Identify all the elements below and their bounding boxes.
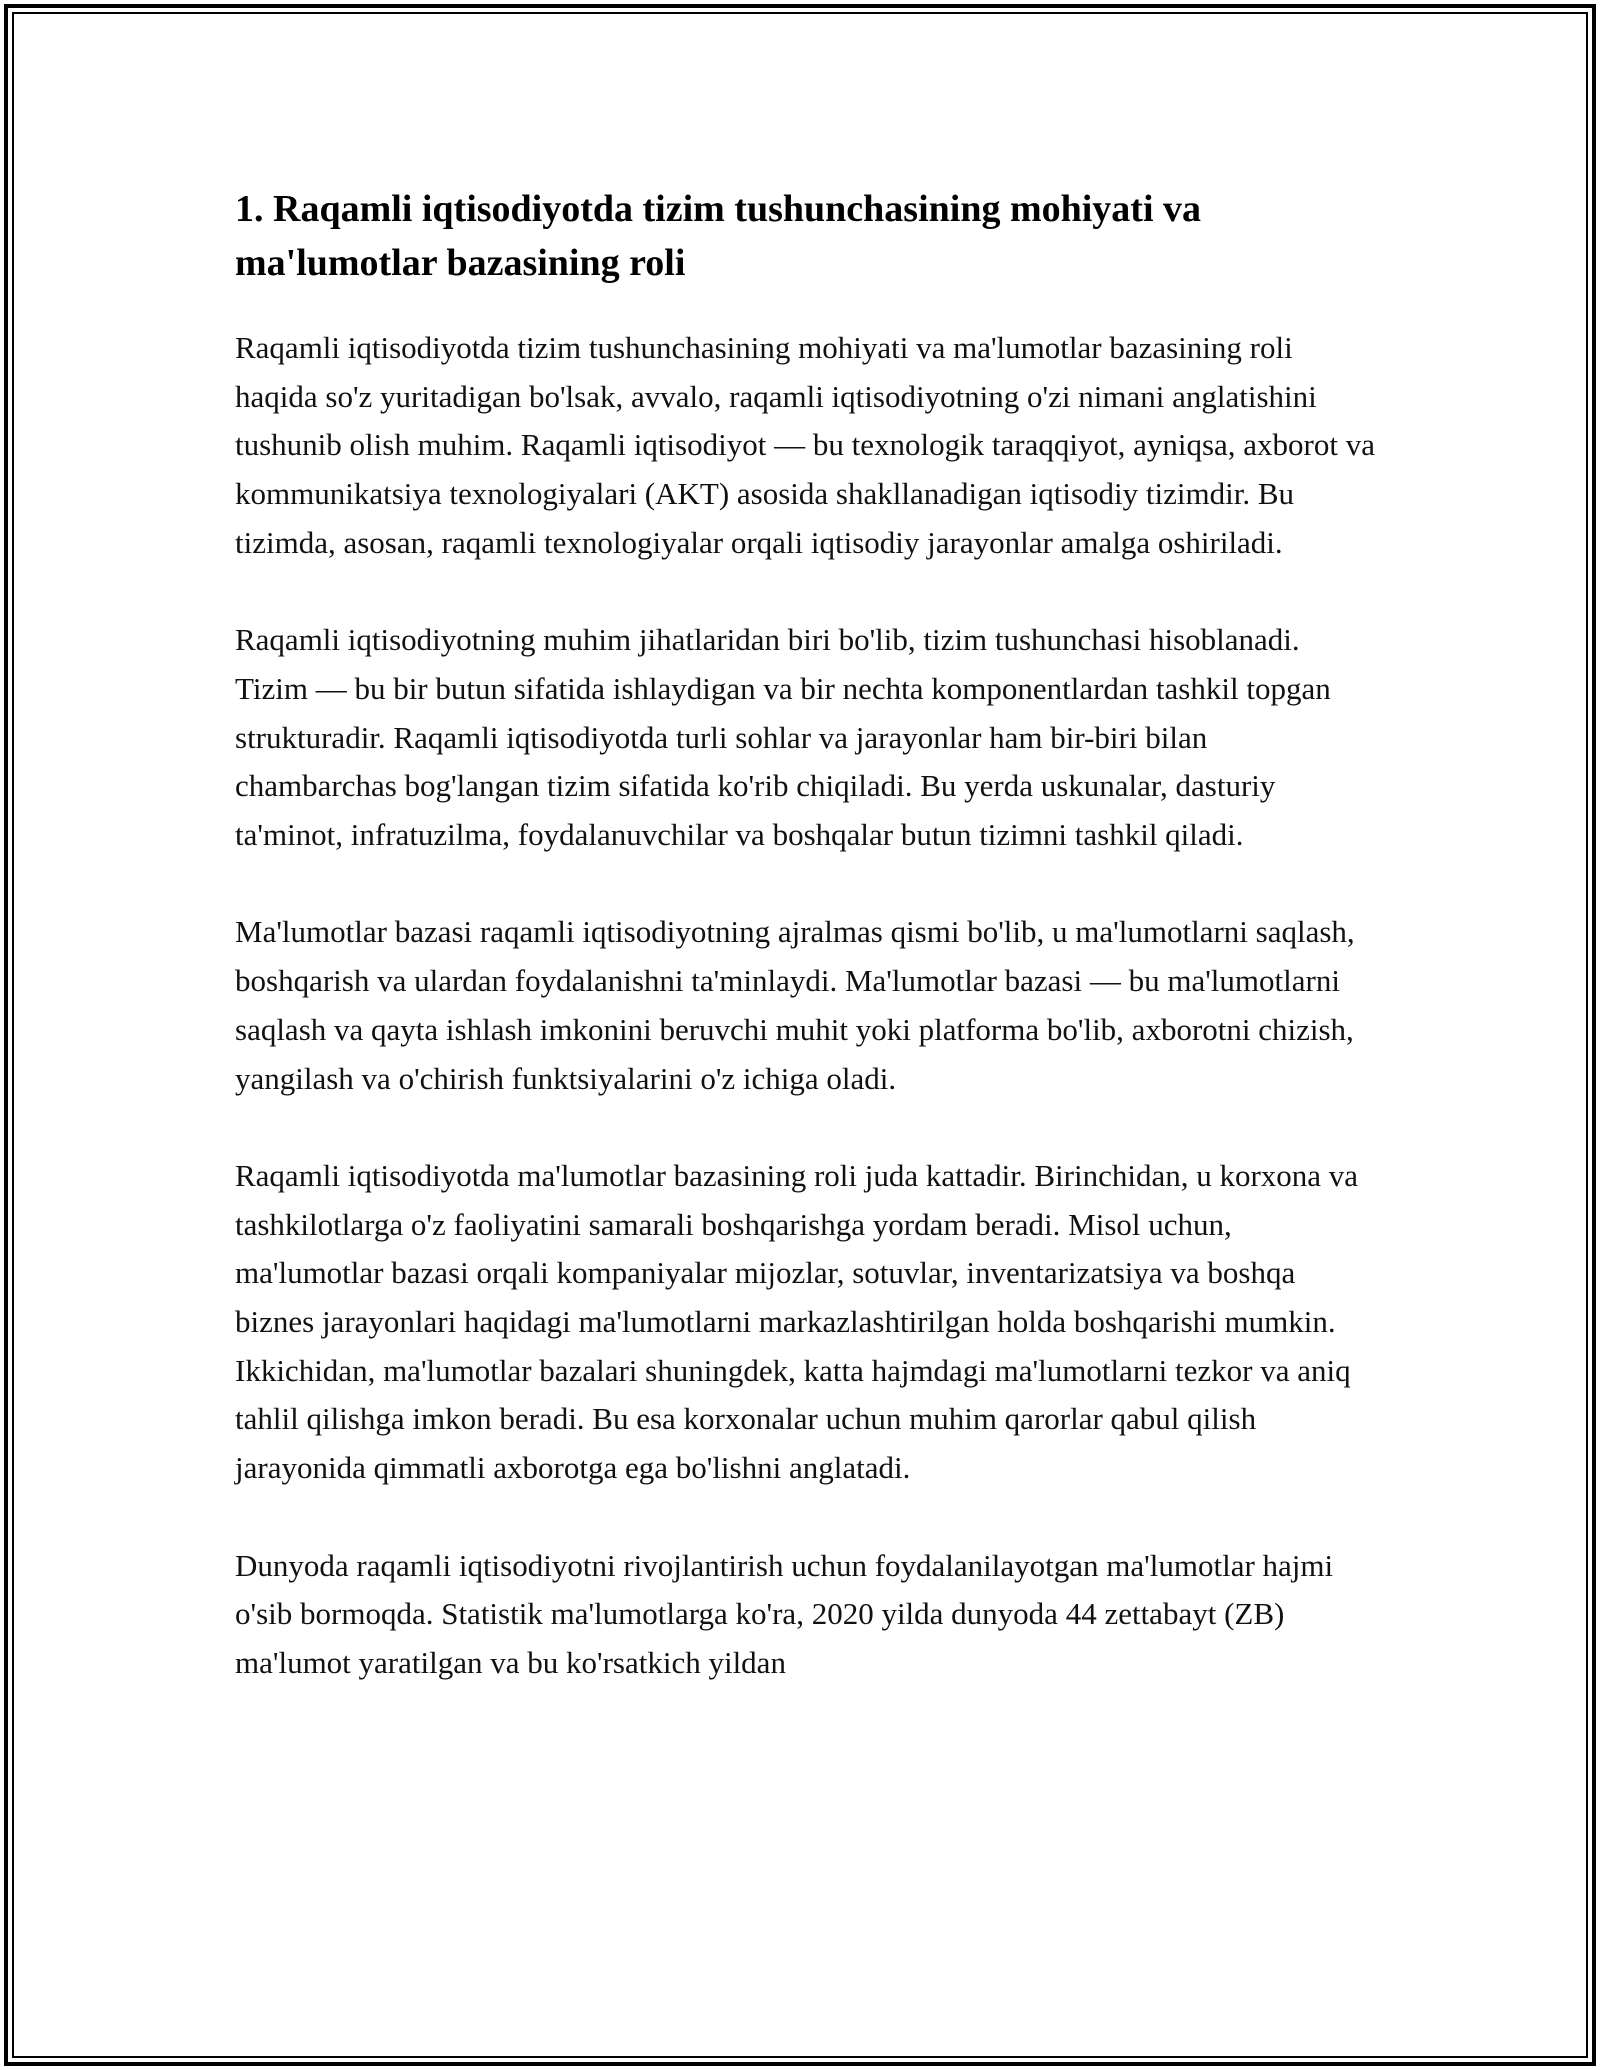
paragraph-2: Raqamli iqtisodiyotning muhim jihatlaridan biri bo'lib, tizim tushunchasi hisoblanadi. Tizim — bu bir butun sifatida ishlaydigan va bir nechta komponentlardan tashkil topgan strukturadir. Raqamli iqtisodiyotda turli sohlar va jarayonlar ham bir-biri bilan chambarchas bog'langan tizim sifatida ko'rib chiqiladi. Bu yerda uskunalar, dasturiy ta'minot, infratuzilma, foydalanuvchilar va boshqalar butun tizimni tashkil qiladi. — [235, 622, 1331, 853]
section-heading: 1. Raqamli iqtisodiyotda tizim tushunchasining mohiyati va ma'lumotlar bazasining roli — [235, 188, 1202, 284]
document-body — [235, 182, 1375, 1736]
paragraph-4: Raqamli iqtisodiyotda ma'lumotlar bazasining roli juda kattadir. Birinchidan, u korxona va tashkilotlarga o'z faoliyatini samarali boshqarishga yordam beradi. Misol uchun, ma'lumotlar bazasi orqali kompaniyalar mijozlar, sotuvlar, inventarizatsiya va boshqa biznes jarayonlari haqidagi ma'lumotlarni markazlashtirilgan holda boshqarishi mumkin. Ikkichidan, ma'lumotlar bazalari shuningdek, katta hajmdagi ma'lumotlarni tezkor va aniq tahlil qilishga imkon beradi. Bu esa korxonalar uchun muhim qarorlar qabul qilish jarayonida qimmatli axborotga ega bo'lishni anglatadi. — [235, 1157, 1359, 1486]
paragraph-1: Raqamli iqtisodiyotda tizim tushunchasining mohiyati va ma'lumotlar bazasining roli haqida so'z yuritadigan bo'lsak, avvalo, raqamli iqtisodiyotning o'zi nimani anglatishini tushunib olish muhim. Raqamli iqtisodiyot — bu texnologik taraqqiyot, ayniqsa, axborot va kommunikatsiya texnologiyalari (AKT) asosida shakllanadigan iqtisodiy tizimdir. Bu tizimda, asosan, raqamli texnologiyalar orqali iqtisodiy jarayonlar amalga oshiriladi. — [235, 330, 1376, 560]
paragraph-5: Dunyoda raqamli iqtisodiyotni rivojlantirish uchun foydalanilayotgan ma'lumotlar hajmi o'sib bormoqda. Statistik ma'lumotlarga ko'ra, 2020 yilda dunyoda 44 zettabayt (ZB) ma'lumot yaratilgan va bu ko'rsatkich yildan — [235, 1547, 1334, 1680]
paragraph-3: Ma'lumotlar bazasi raqamli iqtisodiyotning ajralmas qismi bo'lib, u ma'lumotlarni saqlash, boshqarish va ulardan foydalanishni ta'minlaydi. Ma'lumotlar bazasi — bu ma'lumotlarni saqlash va qayta ishlash imkonini beruvchi muhit yoki platforma bo'lib, axborotni chizish, yangilash va o'chirish funktsiyalarini o'z ichiga oladi. — [235, 914, 1355, 1096]
